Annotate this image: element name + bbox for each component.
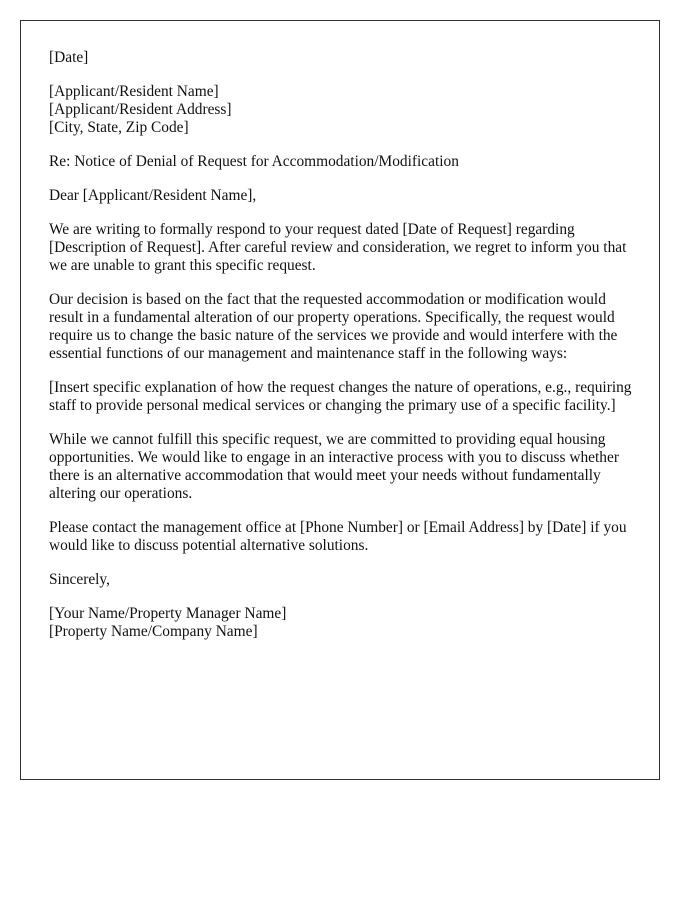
letter-subject: Re: Notice of Denial of Request for Accommodation/Modification <box>49 153 459 170</box>
letter-salutation: Dear [Applicant/Resident Name], <box>49 187 257 204</box>
recipient-address: [Applicant/Resident Address] <box>49 101 232 118</box>
body-paragraph-5: Please contact the management office at [Phone Number] or [Email Address] by [Date] if you would like to discuss potential alternative solutions. <box>49 519 627 554</box>
signature-name: [Your Name/Property Manager Name] <box>49 605 287 622</box>
body-paragraph-2: Our decision is based on the fact that the requested accommodation or modification would result in a fundamental alteration of our property operations. Specifically, the request would require us to change the basic nature of the services we provide and would interfere with the essential functions of our management and maintenance staff in the following ways: <box>49 291 618 362</box>
body-paragraph-1: We are writing to formally respond to your request dated [Date of Request] regarding [Description of Request]. After careful review and consideration, we regret to inform you that we are unable to grant this specific request. <box>49 221 627 274</box>
letter-page <box>20 20 660 780</box>
recipient-city-state-zip: [City, State, Zip Code] <box>49 119 189 136</box>
body-paragraph-4: While we cannot fulfill this specific request, we are committed to providing equal housing opportunities. We would like to engage in an interactive process with you to discuss whether there is an alternative accommodation that would meet your needs without fundamentally altering our operations. <box>49 431 619 502</box>
signature-block <box>49 605 639 641</box>
recipient-block <box>49 83 639 137</box>
letter-closing: Sincerely, <box>49 571 110 588</box>
signature-company: [Property Name/Company Name] <box>49 623 258 640</box>
letter-content <box>49 49 639 657</box>
body-paragraph-3: [Insert specific explanation of how the request changes the nature of operations, e.g., requiring staff to provide personal medical services or changing the primary use of a specific facility.] <box>49 379 632 414</box>
letter-date: [Date] <box>49 49 89 66</box>
recipient-name: [Applicant/Resident Name] <box>49 83 219 100</box>
